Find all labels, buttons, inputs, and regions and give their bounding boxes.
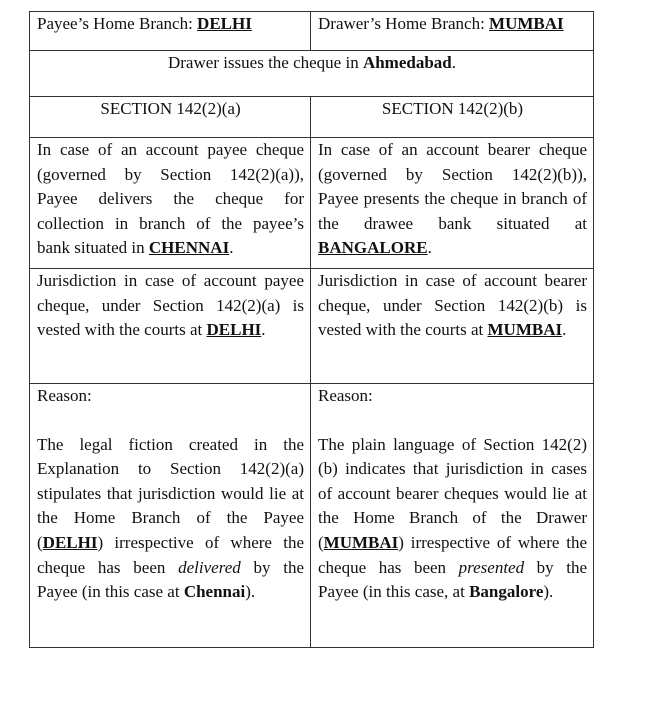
jurisdiction-left-end: . <box>261 320 266 340</box>
jurisdiction-left-cell <box>30 269 311 384</box>
section-header-row <box>30 97 594 138</box>
reason-left-cell <box>30 384 311 648</box>
delivery-left-end: . <box>229 238 234 258</box>
drawer-branch-value: MUMBAI <box>489 14 564 33</box>
reason-left-place: Chennai <box>183 582 246 602</box>
reason-right-place: Bangalore <box>469 582 544 602</box>
reason-right-label: Reason: <box>318 386 373 405</box>
delivery-right-text: In case of an account bearer cheque (governed by Section 142(2)(b)), Payee presents the cheque in branch of the drawee bank situated at <box>318 140 587 233</box>
jurisdiction-left-place: DELHI <box>206 320 262 340</box>
issue-place: Ahmedabad <box>362 53 452 72</box>
delivery-right-end: . <box>427 238 432 258</box>
delivery-row <box>30 138 594 269</box>
jurisdiction-right-end: . <box>562 320 567 340</box>
jurisdiction-right-text: Jurisdiction in case of account bearer cheque, under Section 142(2)(b) is vested with the courts at <box>318 271 587 340</box>
reason-right-text: The plain language of Section 142(2)(b) indicates that jurisdiction in cases of account bearer cheques would lie at the Home Branch of the Drawer (MUMBAI) irrespective of where the cheque has been presented by the Payee (in this case, at Bangalore). <box>318 434 588 602</box>
drawer-branch-label: Drawer’s Home Branch: <box>318 14 485 33</box>
payee-home-branch-cell <box>30 12 311 51</box>
jurisdiction-right-place: MUMBAI <box>487 320 563 340</box>
reason-left-text: The legal fiction created in the Explanation to Section 142(2)(a) stipulates that jurisdiction would lie at the Home Branch of the Payee (DELHI) irrespective of where the cheque has been delivered by the Payee (in this case at Chennai). <box>37 434 305 602</box>
delivery-right-place: BANGALORE <box>318 238 428 258</box>
jurisdiction-left-text: Jurisdiction in case of account payee cheque, under Section 142(2)(a) is vested with the courts at <box>37 271 304 340</box>
payee-branch-value: DELHI <box>197 14 252 33</box>
section-a-heading: SECTION 142(2)(a) <box>30 97 311 138</box>
reason-row <box>30 384 594 648</box>
reason-left-branch: DELHI <box>42 532 98 552</box>
issue-suffix: . <box>451 53 457 72</box>
jurisdiction-right-cell <box>311 269 594 384</box>
reason-right-emphasis: presented <box>458 557 525 577</box>
home-branch-row <box>30 12 594 51</box>
jurisdiction-row <box>30 269 594 384</box>
issue-prefix: Drawer issues the cheque in <box>167 53 359 72</box>
drawer-home-branch-cell <box>311 12 594 51</box>
delivery-left-cell <box>30 138 311 269</box>
reason-right-cell <box>311 384 594 648</box>
payee-branch-label: Payee’s Home Branch: <box>37 14 193 33</box>
delivery-right-cell <box>311 138 594 269</box>
section-b-heading: SECTION 142(2)(b) <box>311 97 594 138</box>
delivery-left-text: In case of an account payee cheque (governed by Section 142(2)(a)), Payee delivers the cheque for collection in branch of the payee’s bank situated in <box>37 140 304 258</box>
issue-row <box>30 51 594 97</box>
delivery-left-place: CHENNAI <box>148 238 230 258</box>
jurisdiction-comparison-table <box>29 11 594 648</box>
reason-left-label: Reason: <box>37 386 92 405</box>
reason-right-branch: MUMBAI <box>323 532 399 552</box>
reason-left-emphasis: delivered <box>178 557 241 577</box>
issue-cell <box>30 51 594 97</box>
